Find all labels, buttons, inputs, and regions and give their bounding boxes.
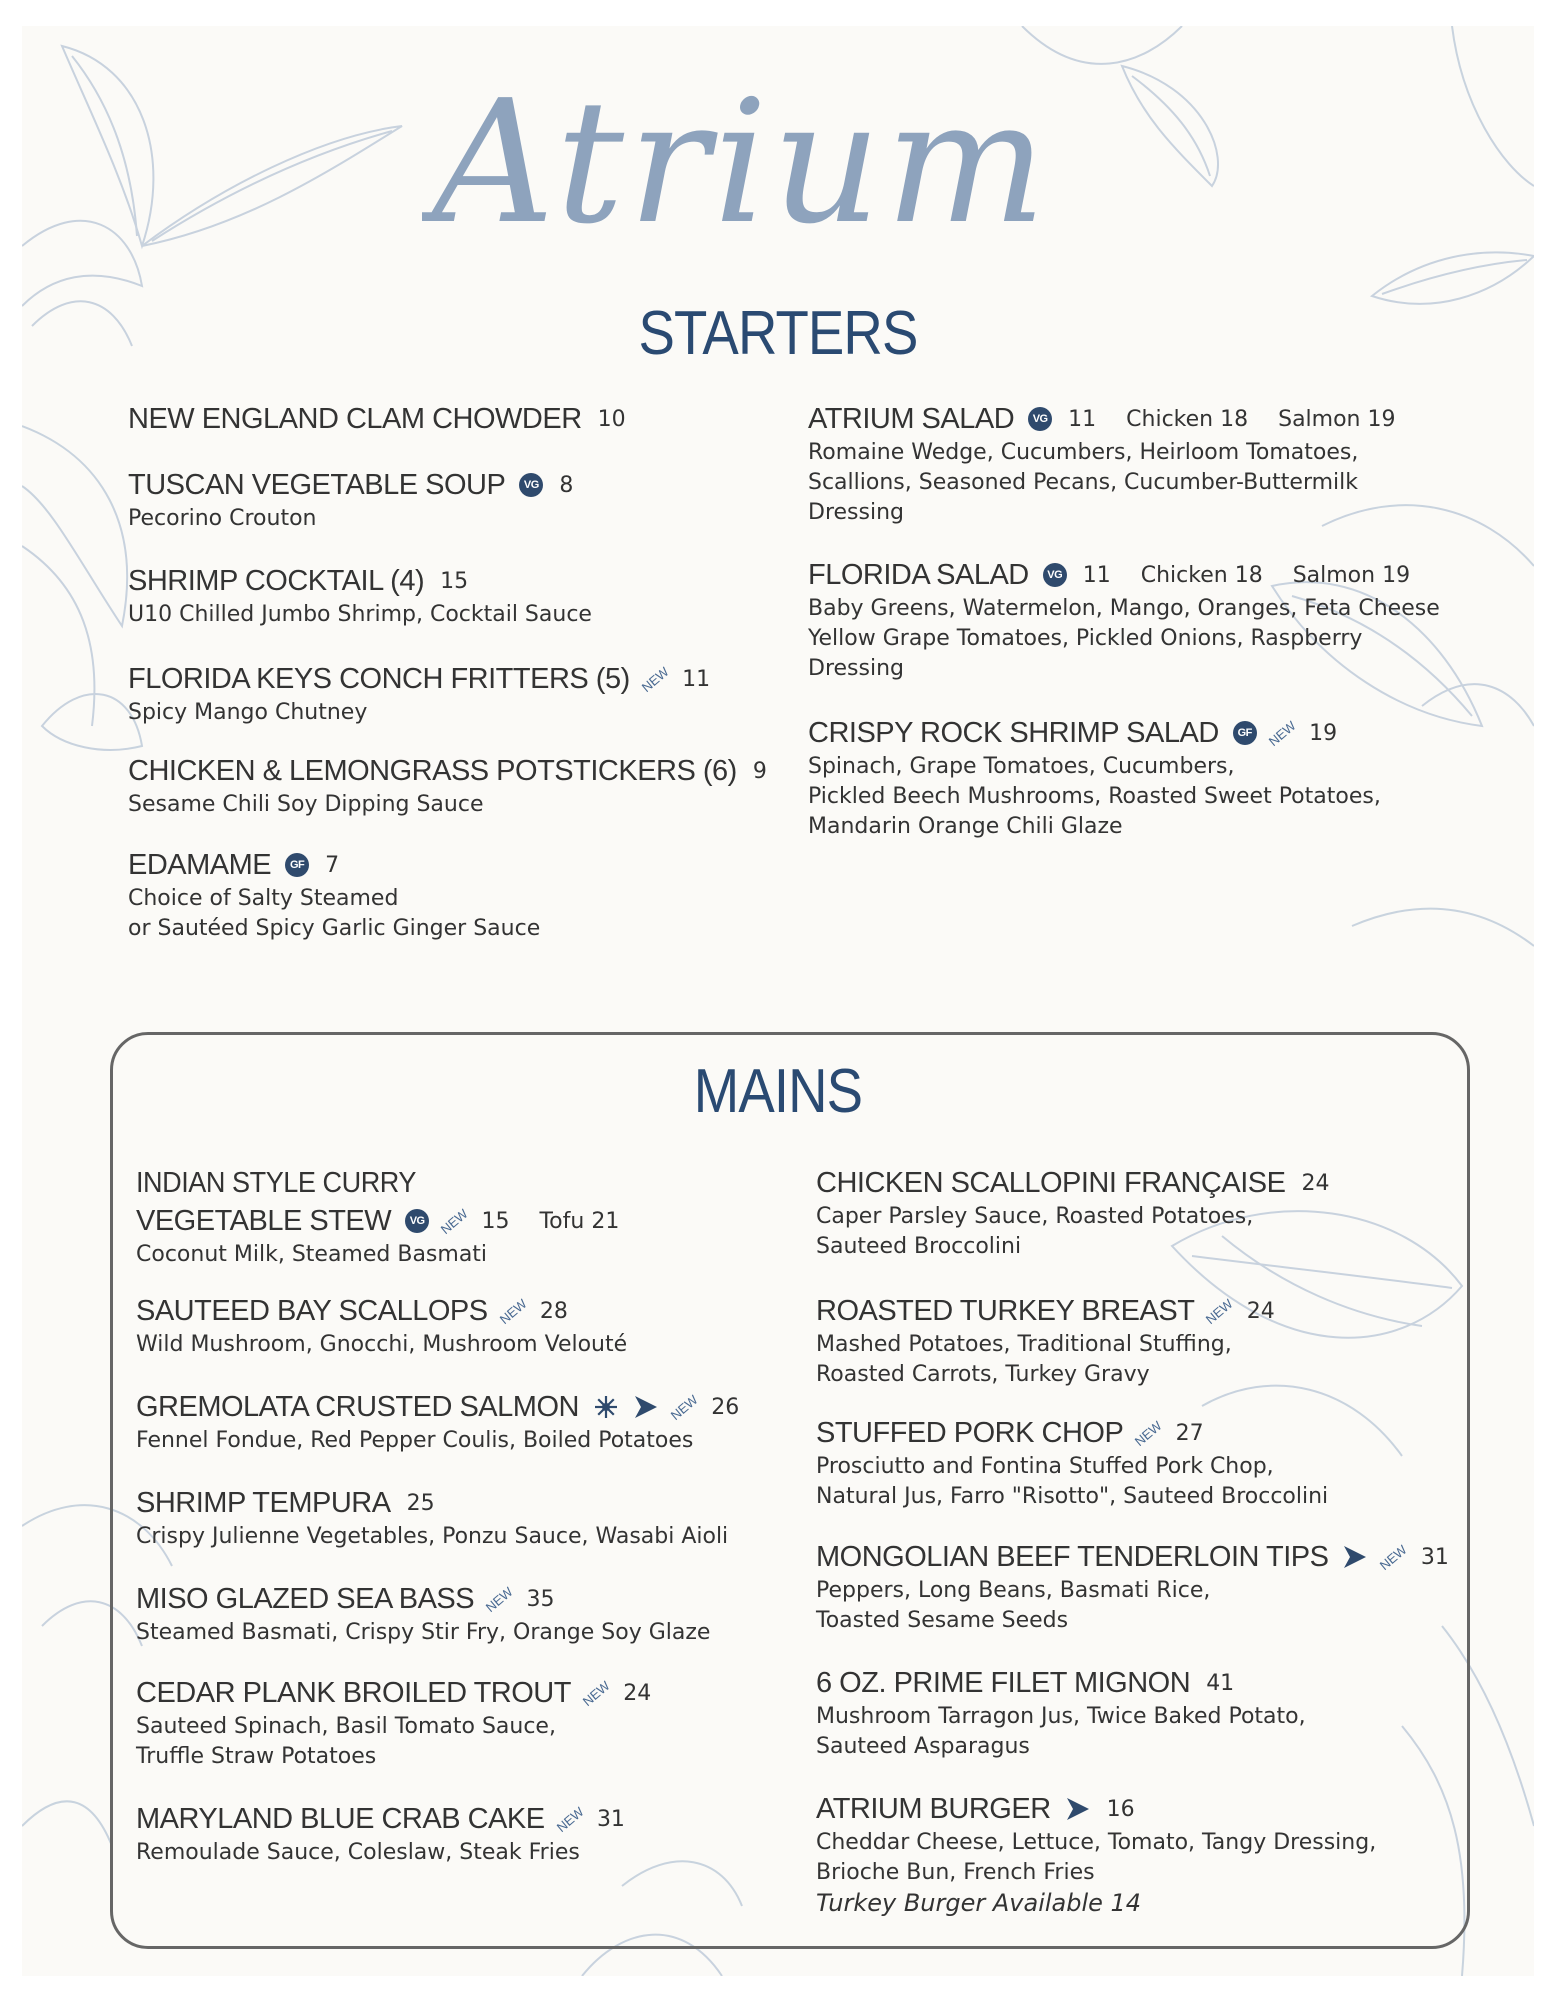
dietary-badge: VG xyxy=(1028,407,1052,431)
mains-heading: MAINS xyxy=(693,1057,863,1126)
item-description: Dressing xyxy=(808,500,904,525)
menu-item xyxy=(816,1414,1476,1512)
item-title-row xyxy=(128,400,778,438)
item-title-row xyxy=(816,1790,1476,1828)
item-description: Baby Greens, Watermelon, Mango, Oranges, Feta Cheese xyxy=(808,596,1440,621)
menu-item xyxy=(808,400,1508,528)
item-title-row xyxy=(816,1414,1476,1452)
item-add-on-price: Salmon 19 xyxy=(1278,406,1396,432)
menu-item xyxy=(808,556,1508,684)
menu-item xyxy=(808,714,1508,842)
arrow-right-icon xyxy=(1065,1796,1091,1822)
item-description: Sesame Chili Soy Dipping Sauce xyxy=(128,792,484,817)
item-description: Mushroom Tarragon Jus, Twice Baked Potato, xyxy=(816,1704,1306,1729)
item-price: 35 xyxy=(526,1586,555,1612)
item-price: 24 xyxy=(1301,1170,1330,1196)
item-name: VEGETABLE STEW xyxy=(136,1204,392,1237)
item-price: 8 xyxy=(559,472,574,498)
item-description: Steamed Basmati, Crispy Stir Fry, Orange Soy Glaze xyxy=(136,1620,711,1645)
dietary-badge: VG xyxy=(405,1209,429,1233)
item-name: ATRIUM SALAD xyxy=(808,402,1015,435)
item-price: 11 xyxy=(1068,406,1097,432)
item-price: 24 xyxy=(1246,1298,1275,1324)
item-name: CHICKEN SCALLOPINI FRANÇAISE xyxy=(816,1166,1286,1199)
item-price: 9 xyxy=(752,758,767,784)
item-description: Roasted Carrots, Turkey Gravy xyxy=(816,1362,1150,1387)
item-name: CEDAR PLANK BROILED TROUT xyxy=(136,1676,571,1709)
item-price: 27 xyxy=(1175,1420,1204,1446)
dietary-badge: VG xyxy=(1043,563,1067,587)
dietary-badge: GF xyxy=(1233,721,1257,745)
menu-item xyxy=(816,1538,1476,1636)
item-name: MONGOLIAN BEEF TENDERLOIN TIPS xyxy=(816,1540,1329,1573)
item-description: Cheddar Cheese, Lettuce, Tomato, Tangy Dressing, xyxy=(816,1830,1377,1855)
item-title-row xyxy=(136,1674,796,1712)
new-tag: NEW xyxy=(1377,1541,1411,1573)
item-name: INDIAN STYLE CURRY xyxy=(136,1167,416,1199)
item-price: 11 xyxy=(682,666,711,692)
item-name: SAUTEED BAY SCALLOPS xyxy=(136,1294,488,1327)
item-name: ROASTED TURKEY BREAST xyxy=(816,1294,1195,1327)
item-name: FLORIDA KEYS CONCH FRITTERS (5) xyxy=(128,662,630,695)
item-description: Pecorino Crouton xyxy=(128,506,317,531)
item-description: Fennel Fondue, Red Pepper Coulis, Boiled Potatoes xyxy=(136,1428,694,1453)
menu-item xyxy=(128,846,778,944)
new-tag: NEW xyxy=(553,1803,587,1835)
item-description: Crispy Julienne Vegetables, Ponzu Sauce, Wasabi Aioli xyxy=(136,1524,729,1549)
item-description: Yellow Grape Tomatoes, Pickled Onions, Raspberry xyxy=(808,626,1363,651)
sunburst-icon xyxy=(593,1394,619,1420)
item-description: Prosciutto and Fontina Stuffed Pork Chop, xyxy=(816,1454,1274,1479)
item-description: U10 Chilled Jumbo Shrimp, Cocktail Sauce xyxy=(128,602,592,627)
item-add-on-price: Chicken 18 xyxy=(1126,406,1249,432)
item-name: FLORIDA SALAD xyxy=(808,558,1029,591)
brand-logo-text: Atrium xyxy=(432,64,1051,262)
item-name: ATRIUM BURGER xyxy=(816,1792,1051,1825)
item-name: MISO GLAZED SEA BASS xyxy=(136,1582,475,1615)
menu-item xyxy=(128,660,778,728)
menu-item xyxy=(816,1664,1476,1762)
arrow-right-icon xyxy=(1342,1544,1368,1570)
item-price: 15 xyxy=(440,568,469,594)
item-title-row xyxy=(816,1164,1476,1202)
item-name: MARYLAND BLUE CRAB CAKE xyxy=(136,1802,545,1835)
item-title-row xyxy=(128,752,778,790)
item-price: 24 xyxy=(623,1680,652,1706)
item-title-row xyxy=(128,562,778,600)
item-description: Scallions, Seasoned Pecans, Cucumber-Buttermilk xyxy=(808,470,1358,495)
item-title-row xyxy=(136,1580,796,1618)
item-title-row xyxy=(128,660,778,698)
arrow-right-icon xyxy=(633,1394,659,1420)
item-description: Remoulade Sauce, Coleslaw, Steak Fries xyxy=(136,1840,580,1865)
item-description: Spinach, Grape Tomatoes, Cucumbers, xyxy=(808,754,1235,779)
item-title-row xyxy=(816,1292,1476,1330)
item-description: Sauteed Broccolini xyxy=(816,1234,1022,1259)
menu-item xyxy=(816,1790,1476,1918)
item-add-on-price: Chicken 18 xyxy=(1140,562,1263,588)
item-description: Coconut Milk, Steamed Basmati xyxy=(136,1242,488,1267)
item-name: GREMOLATA CRUSTED SALMON xyxy=(136,1390,579,1423)
item-title-row xyxy=(136,1202,796,1240)
item-price: 41 xyxy=(1206,1670,1235,1696)
item-title-row xyxy=(808,714,1508,752)
new-tag: NEW xyxy=(437,1205,471,1237)
item-price: 31 xyxy=(1420,1544,1449,1570)
menu-item xyxy=(128,562,778,630)
item-description: Truffle Straw Potatoes xyxy=(136,1744,377,1769)
item-price: 26 xyxy=(711,1394,740,1420)
item-price: 19 xyxy=(1309,720,1338,746)
item-name: EDAMAME xyxy=(128,848,272,881)
item-add-on-price: Tofu 21 xyxy=(539,1208,620,1234)
menu-item xyxy=(136,1164,796,1270)
item-title-row xyxy=(128,466,778,504)
new-tag: NEW xyxy=(496,1295,530,1327)
item-description: Sauteed Spinach, Basil Tomato Sauce, xyxy=(136,1714,556,1739)
dietary-badge: GF xyxy=(285,853,309,877)
item-name: CHICKEN & LEMONGRASS POTSTICKERS (6) xyxy=(128,754,737,787)
item-description: Sauteed Asparagus xyxy=(816,1734,1030,1759)
item-price: 10 xyxy=(597,406,626,432)
menu-item xyxy=(128,752,778,820)
new-tag: NEW xyxy=(482,1583,516,1615)
item-description: Brioche Bun, French Fries xyxy=(816,1860,1095,1885)
menu-item xyxy=(816,1292,1476,1390)
menu-item xyxy=(136,1292,796,1360)
item-price: 7 xyxy=(325,852,340,878)
item-price: 28 xyxy=(539,1298,568,1324)
menu-item xyxy=(128,400,778,438)
item-title-row xyxy=(136,1800,796,1838)
item-title-row xyxy=(816,1538,1476,1576)
item-description: Choice of Salty Steamed xyxy=(128,886,399,911)
item-name: CRISPY ROCK SHRIMP SALAD xyxy=(808,716,1219,749)
item-title-row xyxy=(128,846,778,884)
item-description: Dressing xyxy=(808,656,904,681)
item-description: Mashed Potatoes, Traditional Stuffing, xyxy=(816,1332,1232,1357)
new-tag: NEW xyxy=(1203,1295,1237,1327)
item-name: SHRIMP TEMPURA xyxy=(136,1486,391,1519)
item-price: 31 xyxy=(596,1806,625,1832)
item-description: or Sautéed Spicy Garlic Ginger Sauce xyxy=(128,916,541,941)
item-name: NEW ENGLAND CLAM CHOWDER xyxy=(128,402,582,435)
menu-item xyxy=(128,466,778,534)
new-tag: NEW xyxy=(667,1391,701,1423)
menu-item xyxy=(136,1388,796,1456)
item-description: Pickled Beech Mushrooms, Roasted Sweet Potatoes, xyxy=(808,784,1381,809)
dietary-badge: VG xyxy=(519,473,543,497)
item-price: 15 xyxy=(481,1208,510,1234)
new-tag: NEW xyxy=(579,1677,613,1709)
item-price: 16 xyxy=(1106,1796,1135,1822)
starters-heading: STARTERS xyxy=(638,299,918,368)
menu-item xyxy=(136,1674,796,1772)
menu-item xyxy=(816,1164,1476,1262)
item-title-row xyxy=(136,1484,796,1522)
new-tag: NEW xyxy=(638,663,672,695)
item-title-row xyxy=(808,556,1508,594)
menu-item xyxy=(136,1580,796,1648)
item-title-row xyxy=(136,1292,796,1330)
item-name: TUSCAN VEGETABLE SOUP xyxy=(128,468,506,501)
item-title-row xyxy=(136,1388,796,1426)
item-add-on-price: Salmon 19 xyxy=(1292,562,1411,588)
menu-item xyxy=(136,1484,796,1552)
brand-logo xyxy=(422,46,1122,276)
new-tag: NEW xyxy=(1265,717,1299,749)
item-description: Mandarin Orange Chili Glaze xyxy=(808,814,1123,839)
item-title-row xyxy=(816,1664,1476,1702)
new-tag: NEW xyxy=(1132,1417,1165,1449)
item-description: Spicy Mango Chutney xyxy=(128,700,368,725)
item-description: Toasted Sesame Seeds xyxy=(816,1608,1069,1633)
menu-item xyxy=(136,1800,796,1868)
menu-page xyxy=(22,26,1534,1976)
item-description: Wild Mushroom, Gnocchi, Mushroom Velouté xyxy=(136,1332,628,1357)
item-description: Natural Jus, Farro "Risotto", Sauteed Broccolini xyxy=(816,1484,1329,1509)
item-name: 6 OZ. PRIME FILET MIGNON xyxy=(816,1666,1191,1699)
item-title-row xyxy=(808,400,1508,438)
item-name: SHRIMP COCKTAIL (4) xyxy=(128,564,425,597)
item-price: 11 xyxy=(1082,562,1111,588)
item-name: STUFFED PORK CHOP xyxy=(816,1416,1124,1449)
item-description: Caper Parsley Sauce, Roasted Potatoes, xyxy=(816,1204,1254,1229)
item-note: Turkey Burger Available 14 xyxy=(816,1889,1142,1917)
item-price: 25 xyxy=(406,1490,435,1516)
item-description: Romaine Wedge, Cucumbers, Heirloom Tomatoes, xyxy=(808,440,1359,465)
item-description: Peppers, Long Beans, Basmati Rice, xyxy=(816,1578,1211,1603)
